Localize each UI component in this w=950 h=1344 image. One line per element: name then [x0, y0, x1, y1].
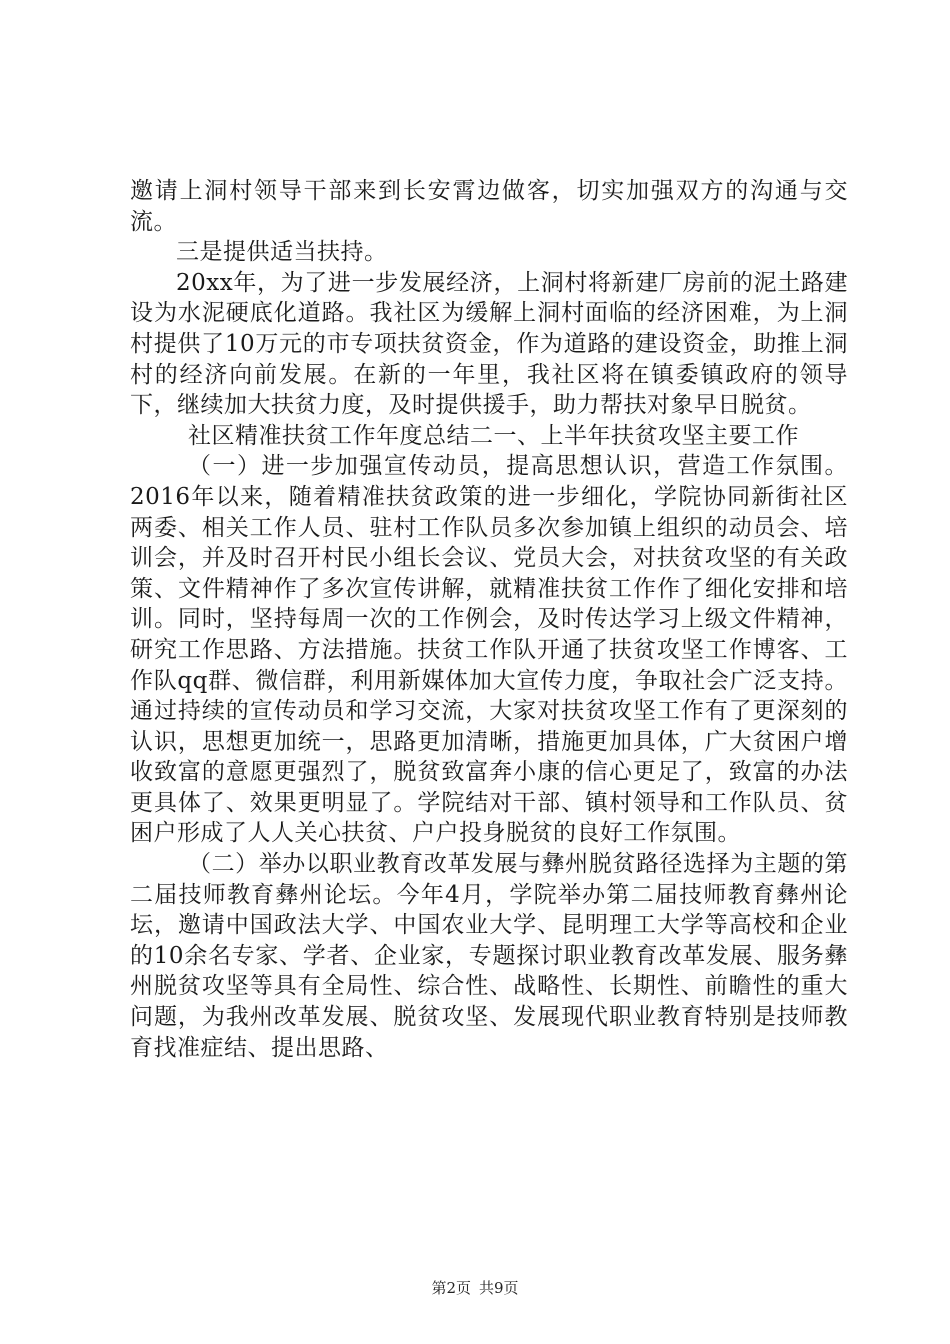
paragraph-support-heading: 三是提供适当扶持。	[176, 239, 388, 266]
paragraph-road-funding: 20xx年，为了进一步发展经济，上洞村将新建厂房前的泥土路建设为水泥硬底化道路。我社区为缓解上洞村面临的经济困难，为上洞村提供了10万元的市专项扶贫资金，作为道路的建设资金，助推上洞村的经济向前发展。在新的一年里，我社区将在镇委镇政府的领导下，继续加大扶贫力度，及时提供援手，助力帮扶对象早日脱贫。	[130, 269, 848, 419]
page-footer	[0, 1278, 950, 1298]
page-number: 第2页	[431, 1279, 471, 1297]
paragraph-continuation: 邀请上洞村领导干部来到长安霄边做客，切实加强双方的沟通与交流。	[130, 178, 848, 235]
paragraph-publicity: （一）进一步加强宣传动员，提高思想认识，营造工作氛围。2016年以来，随着精准扶贫政策的进一步细化，学院协同新街社区两委、相关工作人员、驻村工作队员多次参加镇上组织的动员会、培训会，并及时召开村民小组长会议、党员大会，对扶贫攻坚的有关政策、文件精神作了多次宣传讲解，就精准扶贫工作作了细化安排和培训。同时，坚持每周一次的工作例会，及时传达学习上级文件精神，研究工作思路、方法措施。扶贫工作队开通了扶贫攻坚工作博客、工作队qq群、微信群，利用新媒体加大宣传力度，争取社会广泛支持。通过持续的宣传动员和学习交流，大家对扶贫攻坚工作有了更深刻的认识，思想更加统一，思路更加清晰，措施更加具体，广大贫困户增收致富的意愿更强烈了，脱贫致富奔小康的信心更足了，致富的办法更具体了、效果更明显了。学院结对干部、镇村领导和工作队员、贫困户形成了人人关心扶贫、户户投身脱贫的良好工作氛围。	[130, 453, 848, 847]
page-total: 共9页	[479, 1279, 519, 1297]
paragraph-forum: （二）举办以职业教育改革发展与彝州脱贫路径选择为主题的第二届技师教育彝州论坛。今年4月，学院举办第二届技师教育彝州论坛，邀请中国政法大学、中国农业大学、昆明理工大学等高校和企业的10余名专家、学者、企业家，专题探讨职业教育改革发展、服务彝州脱贫攻坚等具有全局性、综合性、战略性、长期性、前瞻性的重大问题，为我州改革发展、脱贫攻坚、发展现代职业教育特别是技师教育找准症结、提出思路、	[130, 851, 848, 1061]
section-title: 社区精准扶贫工作年度总结二一、上半年扶贫攻坚主要工作	[188, 422, 799, 449]
document-body	[130, 176, 848, 1063]
